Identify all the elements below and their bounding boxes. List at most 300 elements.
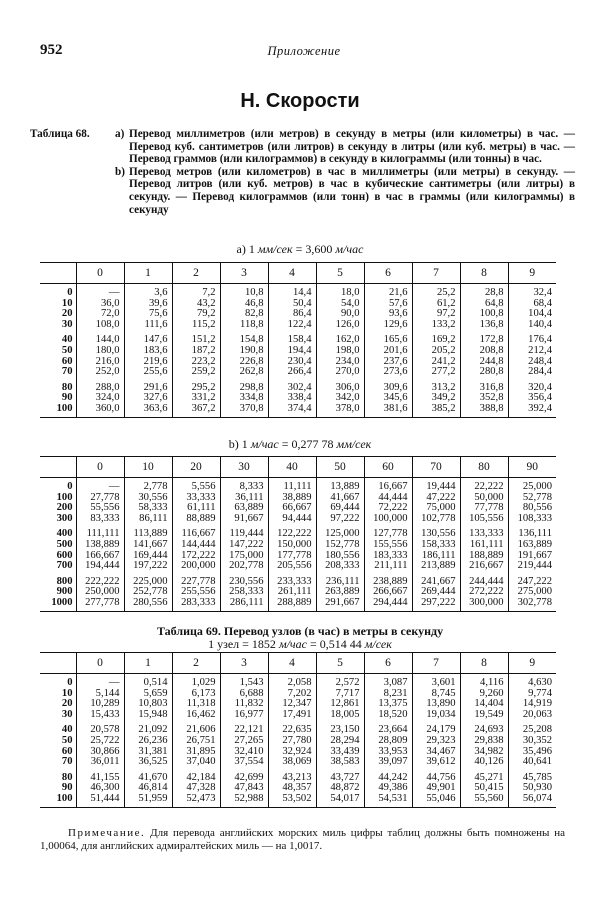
table-cell: 15,948 — [124, 710, 172, 721]
table-cell: 236,111 — [316, 577, 364, 588]
column-header: 7 — [412, 263, 460, 284]
table-cell: 80,556 — [508, 503, 556, 514]
table-cell: 51,444 — [76, 794, 124, 807]
table-cell: 10,289 — [76, 699, 124, 710]
table-cell: 286,111 — [220, 598, 268, 611]
column-header: 70 — [412, 457, 460, 478]
column-header: 7 — [412, 653, 460, 674]
table-cell: 6,688 — [220, 689, 268, 700]
table-cell: 102,778 — [412, 514, 460, 525]
table-cell: 77,778 — [460, 503, 508, 514]
table-cell: 50,930 — [508, 783, 556, 794]
table-cell: 25,2 — [412, 284, 460, 299]
table-cell: 86,4 — [268, 309, 316, 320]
table-cell: 238,889 — [364, 577, 412, 588]
table-row — [40, 577, 556, 588]
table-cell: 50,000 — [460, 493, 508, 504]
table-68a-caption: а) 1 мм/сек = 3,600 м/час — [236, 242, 364, 256]
table-cell: 186,111 — [412, 551, 460, 562]
table-cell: 144,444 — [172, 540, 220, 551]
footnote-label: Примечание. — [68, 827, 146, 839]
table-cell: 34,982 — [460, 747, 508, 758]
table-cell: 111,6 — [124, 320, 172, 331]
table-cell: 51,959 — [124, 794, 172, 807]
table-cell: 180,556 — [316, 551, 364, 562]
table-cell: 119,444 — [220, 529, 268, 540]
table-cell: 28,294 — [316, 736, 364, 747]
table-cell: 177,778 — [268, 551, 316, 562]
column-header: 5 — [316, 263, 364, 284]
row-label: 100 — [56, 492, 73, 503]
table-cell: 222,222 — [76, 577, 124, 588]
row-label: 70 — [61, 367, 73, 378]
column-header: 20 — [172, 457, 220, 478]
table-cell: 255,6 — [124, 367, 172, 378]
table-cell: 213,889 — [412, 561, 460, 572]
table-cell: 2,058 — [268, 674, 316, 689]
table-row — [40, 689, 556, 700]
table-cell: 252,778 — [124, 587, 172, 598]
table-cell: 252,0 — [76, 367, 124, 378]
table-cell: 21,606 — [172, 725, 220, 736]
column-header: 9 — [508, 653, 556, 674]
row-label: 600 — [56, 550, 73, 561]
table-cell: 69,444 — [316, 503, 364, 514]
caption-item-a — [115, 128, 575, 166]
table-cell: 25,000 — [508, 478, 556, 493]
table-cell: 211,111 — [364, 561, 412, 572]
table-row — [40, 393, 556, 404]
row-label: 60 — [61, 356, 73, 367]
table-cell: 381,6 — [364, 404, 412, 417]
table-cell: 44,242 — [364, 773, 412, 784]
table-cell: 378,0 — [316, 404, 364, 417]
table-cell: 129,6 — [364, 320, 412, 331]
table-cell: 183,333 — [364, 551, 412, 562]
table-cell: 44,756 — [412, 773, 460, 784]
table-cell: 20,063 — [508, 710, 556, 721]
table-row — [40, 540, 556, 551]
table-cell: 0,514 — [124, 674, 172, 689]
table-cell: 194,4 — [268, 346, 316, 357]
column-header — [40, 653, 76, 674]
row-label: 80 — [61, 772, 73, 783]
table-cell: 22,121 — [220, 725, 268, 736]
table-cell: 93,6 — [364, 309, 412, 320]
table-cell: 263,889 — [316, 587, 364, 598]
table-header-row — [40, 263, 556, 284]
table-cell: 208,8 — [460, 346, 508, 357]
table-cell: 8,231 — [364, 689, 412, 700]
column-header: 2 — [172, 653, 220, 674]
table-cell: 5,659 — [124, 689, 172, 700]
table-cell: 108,0 — [76, 320, 124, 331]
column-header: 3 — [220, 653, 268, 674]
table-cell: 309,6 — [364, 383, 412, 394]
table-cell: 48,872 — [316, 783, 364, 794]
row-label: 20 — [61, 699, 73, 710]
table-cell: 50,415 — [460, 783, 508, 794]
column-header: 5 — [316, 653, 364, 674]
table-cell: 223,2 — [172, 357, 220, 368]
table-cell: 3,087 — [364, 674, 412, 689]
row-label: 10 — [61, 298, 73, 309]
table-cell: 162,0 — [316, 335, 364, 346]
table-cell: 6,173 — [172, 689, 220, 700]
table-cell: 32,410 — [220, 747, 268, 758]
table-cell: 3,601 — [412, 674, 460, 689]
table-cell: 133,333 — [460, 529, 508, 540]
table-cell: 147,222 — [220, 540, 268, 551]
table-cell: 152,778 — [316, 540, 364, 551]
table-cell: 43,727 — [316, 773, 364, 784]
table-cell: 226,8 — [220, 357, 268, 368]
table-cell: 17,491 — [268, 710, 316, 721]
table-cell: 272,222 — [460, 587, 508, 598]
table-cell: 40,641 — [508, 757, 556, 768]
row-label: 50 — [61, 345, 73, 356]
table-cell: 54,531 — [364, 794, 412, 807]
table-cell: 47,222 — [412, 493, 460, 504]
column-header: 3 — [220, 263, 268, 284]
table-cell: 2,572 — [316, 674, 364, 689]
row-label: 800 — [56, 576, 73, 587]
table-cell: 202,778 — [220, 561, 268, 572]
row-label: 400 — [56, 529, 73, 540]
table-cell: 39,612 — [412, 757, 460, 768]
table-cell: 144,0 — [76, 335, 124, 346]
table-cell: 72,222 — [364, 503, 412, 514]
table-68a — [40, 262, 556, 418]
row-label: 10 — [61, 688, 73, 699]
table-row — [40, 561, 556, 572]
table-cell: 41,670 — [124, 773, 172, 784]
row-label: 0 — [67, 287, 73, 298]
table-cell: 141,667 — [124, 540, 172, 551]
table-row — [40, 514, 556, 525]
row-label: 0 — [67, 677, 73, 688]
table-cell: 4,630 — [508, 674, 556, 689]
table-cell: 14,919 — [508, 699, 556, 710]
table-cell: 43,2 — [172, 299, 220, 310]
table-cell: 200,000 — [172, 561, 220, 572]
table-cell: 33,439 — [316, 747, 364, 758]
row-label: 30 — [61, 319, 73, 330]
table-cell: 280,556 — [124, 598, 172, 611]
table-cell: 150,000 — [268, 540, 316, 551]
table-cell: 19,034 — [412, 710, 460, 721]
table-cell: 126,0 — [316, 320, 364, 331]
row-label: 30 — [61, 709, 73, 720]
table-cell: 234,0 — [316, 357, 364, 368]
table-cell: 158,333 — [412, 540, 460, 551]
column-header: 50 — [316, 457, 364, 478]
table-cell: 26,236 — [124, 736, 172, 747]
table-cell: 338,4 — [268, 393, 316, 404]
table-cell: 41,667 — [316, 493, 364, 504]
table-cell: 52,778 — [508, 493, 556, 504]
table-cell: 288,889 — [268, 598, 316, 611]
table-cell: 27,778 — [76, 493, 124, 504]
table-cell: 212,4 — [508, 346, 556, 357]
table-cell: 22,635 — [268, 725, 316, 736]
table-cell: 302,778 — [508, 598, 556, 611]
table-cell: 241,2 — [412, 357, 460, 368]
table-cell: 266,667 — [364, 587, 412, 598]
table-cell: 233,333 — [268, 577, 316, 588]
table-cell: 58,333 — [124, 503, 172, 514]
table-69-title: Таблица 69. Перевод узлов (в час) в метры в секунду — [156, 624, 444, 638]
table-cell: 18,520 — [364, 710, 412, 721]
caption-item-text: Перевод метров (или километров) в час в миллиметры (или метры) в секунду. — Перевод литров (или куб. метров) в час в кубические сантиметры (или литры) в секунду. — Перевод килограммов (или тонн) в час в граммы (или килограммы) в секунду — [129, 165, 575, 216]
table-row — [40, 757, 556, 768]
table-cell: 374,4 — [268, 404, 316, 417]
table-cell: 26,751 — [172, 736, 220, 747]
row-label: 90 — [61, 783, 73, 794]
caption-item-key: b) — [115, 165, 125, 178]
table-cell: 55,046 — [412, 794, 460, 807]
table-cell: 57,6 — [364, 299, 412, 310]
table-cell: 46,300 — [76, 783, 124, 794]
table-cell: 75,6 — [124, 309, 172, 320]
table-cell: 36,0 — [76, 299, 124, 310]
table-cell: 130,556 — [412, 529, 460, 540]
table-cell: 270,0 — [316, 367, 364, 378]
row-label: 900 — [56, 587, 73, 598]
table-cell: 158,4 — [268, 335, 316, 346]
table-cell: 392,4 — [508, 404, 556, 417]
table-cell: 219,444 — [508, 561, 556, 572]
table-cell: 35,496 — [508, 747, 556, 758]
table-cell: 13,375 — [364, 699, 412, 710]
table-cell: 300,000 — [460, 598, 508, 611]
table-cell: 367,2 — [172, 404, 220, 417]
table-cell: 9,774 — [508, 689, 556, 700]
table-cell: 125,000 — [316, 529, 364, 540]
table-row — [40, 551, 556, 562]
table-cell: 227,778 — [172, 577, 220, 588]
table-cell: 46,8 — [220, 299, 268, 310]
table-cell: 237,6 — [364, 357, 412, 368]
table-cell: 111,111 — [76, 529, 124, 540]
column-header: 6 — [364, 263, 412, 284]
table-cell: 21,092 — [124, 725, 172, 736]
row-label: 300 — [56, 513, 73, 524]
table-cell: 86,111 — [124, 514, 172, 525]
table-cell: 42,699 — [220, 773, 268, 784]
row-label: 1000 — [40, 598, 76, 611]
table-cell: 50,4 — [268, 299, 316, 310]
table-cell: 64,8 — [460, 299, 508, 310]
table-cell: 11,318 — [172, 699, 220, 710]
column-header: 0 — [76, 457, 124, 478]
table-cell: 147,6 — [124, 335, 172, 346]
table-row — [40, 346, 556, 357]
table-row — [40, 383, 556, 394]
table-cell: 14,4 — [268, 284, 316, 299]
table-cell: 216,667 — [460, 561, 508, 572]
table-cell: 41,155 — [76, 773, 124, 784]
table-cell: 47,328 — [172, 783, 220, 794]
table-cell: 194,444 — [76, 561, 124, 572]
table-cell: 216,0 — [76, 357, 124, 368]
table-68-label: Таблица 68. — [30, 128, 90, 140]
table-cell: 133,2 — [412, 320, 460, 331]
table-cell: 18,0 — [316, 284, 364, 299]
row-label: 40 — [61, 335, 73, 346]
table-cell: 190,8 — [220, 346, 268, 357]
table-68b — [40, 456, 556, 612]
table-cell: 291,6 — [124, 383, 172, 394]
column-header: 40 — [268, 457, 316, 478]
column-header: 80 — [460, 457, 508, 478]
row-label: 80 — [61, 382, 73, 393]
row-label: 0 — [67, 481, 73, 492]
table-cell: 288,0 — [76, 383, 124, 394]
table-cell: 169,444 — [124, 551, 172, 562]
table-cell: 122,4 — [268, 320, 316, 331]
table-header-row — [40, 653, 556, 674]
table-cell: 183,6 — [124, 346, 172, 357]
table-row — [40, 710, 556, 721]
table-cell: — — [76, 478, 124, 493]
table-cell: 46,814 — [124, 783, 172, 794]
column-header: 6 — [364, 653, 412, 674]
row-label: 700 — [56, 561, 73, 572]
table-cell: 205,556 — [268, 561, 316, 572]
column-header: 1 — [124, 653, 172, 674]
table-cell: 42,184 — [172, 773, 220, 784]
table-cell: 7,202 — [268, 689, 316, 700]
table-cell: 277,2 — [412, 367, 460, 378]
table-header-row — [40, 457, 556, 478]
table-cell: 297,222 — [412, 598, 460, 611]
table-cell: 56,074 — [508, 794, 556, 807]
table-cell: 61,2 — [412, 299, 460, 310]
table-row — [40, 598, 556, 611]
table-cell: 259,2 — [172, 367, 220, 378]
table-cell: 140,4 — [508, 320, 556, 331]
table-cell: 169,2 — [412, 335, 460, 346]
table-cell: 83,333 — [76, 514, 124, 525]
table-cell: 54,0 — [316, 299, 364, 310]
table-cell: 33,953 — [364, 747, 412, 758]
table-row — [40, 357, 556, 368]
table-row — [40, 725, 556, 736]
table-cell: 4,116 — [460, 674, 508, 689]
table-cell: 113,889 — [124, 529, 172, 540]
table-cell: 273,6 — [364, 367, 412, 378]
table-cell: 24,179 — [412, 725, 460, 736]
table-cell: 19,549 — [460, 710, 508, 721]
table-cell: 313,2 — [412, 383, 460, 394]
table-cell: 284,4 — [508, 367, 556, 378]
column-header: 8 — [460, 653, 508, 674]
table-cell: 30,556 — [124, 493, 172, 504]
table-cell: 324,0 — [76, 393, 124, 404]
table-cell: 29,838 — [460, 736, 508, 747]
table-cell: 1,029 — [172, 674, 220, 689]
table-row — [40, 478, 556, 493]
table-cell: 247,222 — [508, 577, 556, 588]
table-cell: 5,144 — [76, 689, 124, 700]
table-cell: 316,8 — [460, 383, 508, 394]
table-cell: 53,502 — [268, 794, 316, 807]
table-row — [40, 529, 556, 540]
table-cell: 261,111 — [268, 587, 316, 598]
table-cell: 72,0 — [76, 309, 124, 320]
table-cell: 54,017 — [316, 794, 364, 807]
table-row — [40, 335, 556, 346]
table-cell: 37,040 — [172, 757, 220, 768]
table-cell: 12,861 — [316, 699, 364, 710]
table-cell: 230,4 — [268, 357, 316, 368]
table-cell: 269,444 — [412, 587, 460, 598]
table-cell: 248,4 — [508, 357, 556, 368]
table-row — [40, 587, 556, 598]
table-row — [40, 299, 556, 310]
table-cell: 32,924 — [268, 747, 316, 758]
table-cell: 38,889 — [268, 493, 316, 504]
table-cell: 36,525 — [124, 757, 172, 768]
table-cell: 27,780 — [268, 736, 316, 747]
table-cell: 40,126 — [460, 757, 508, 768]
table-cell: 10,8 — [220, 284, 268, 299]
column-header: 0 — [76, 653, 124, 674]
table-cell: 55,556 — [76, 503, 124, 514]
table-cell: 127,778 — [364, 529, 412, 540]
caption-item-b — [115, 166, 575, 216]
table-cell: 11,111 — [268, 478, 316, 493]
table-cell: 97,2 — [412, 309, 460, 320]
table-cell: 258,333 — [220, 587, 268, 598]
table-cell: 370,8 — [220, 404, 268, 417]
table-69 — [40, 652, 556, 808]
table-cell: 5,556 — [172, 478, 220, 493]
row-label: 100 — [40, 404, 76, 417]
table-cell: 116,667 — [172, 529, 220, 540]
table-cell: 155,556 — [364, 540, 412, 551]
table-cell: 49,901 — [412, 783, 460, 794]
table-cell: 39,097 — [364, 757, 412, 768]
table-cell: 175,000 — [220, 551, 268, 562]
table-cell: 31,381 — [124, 747, 172, 758]
table-row — [40, 367, 556, 378]
table-cell: 45,271 — [460, 773, 508, 784]
table-cell: 188,889 — [460, 551, 508, 562]
footnote — [40, 827, 565, 853]
table-cell: 115,2 — [172, 320, 220, 331]
table-cell: 266,4 — [268, 367, 316, 378]
table-69-caption: 1 узел = 1852 м/час = 0,514 44 м/сек — [208, 637, 392, 651]
row-label: 70 — [61, 757, 73, 768]
table-cell: 52,473 — [172, 794, 220, 807]
table-cell: 10,803 — [124, 699, 172, 710]
column-header: 4 — [268, 653, 316, 674]
table-cell: 66,667 — [268, 503, 316, 514]
table-row — [40, 320, 556, 331]
table-cell: 154,8 — [220, 335, 268, 346]
table-cell: 14,404 — [460, 699, 508, 710]
table-cell: 172,222 — [172, 551, 220, 562]
table-row — [40, 747, 556, 758]
table-cell: 163,889 — [508, 540, 556, 551]
table-cell: 30,866 — [76, 747, 124, 758]
column-header: 0 — [76, 263, 124, 284]
table-cell: 385,2 — [412, 404, 460, 417]
table-cell: 33,333 — [172, 493, 220, 504]
table-cell: 52,988 — [220, 794, 268, 807]
